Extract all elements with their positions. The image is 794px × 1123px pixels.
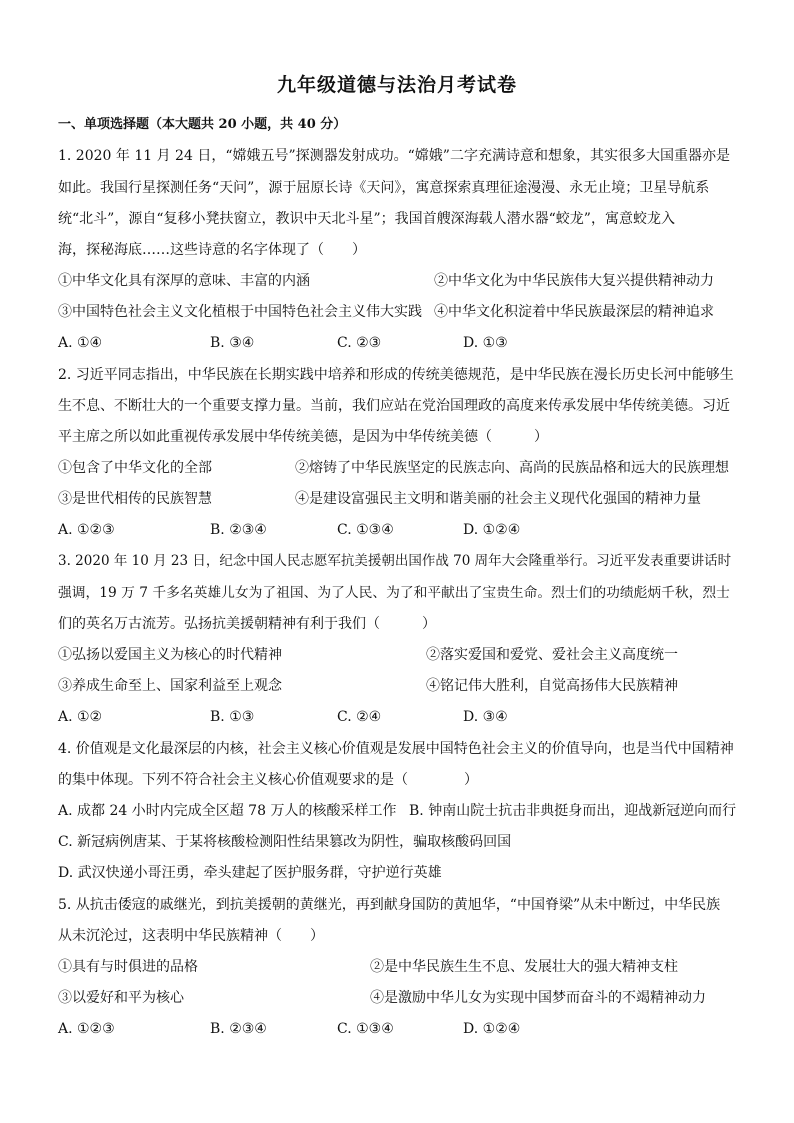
q4-line-1: 4. 价值观是文化最深层的内核，社会主义核心价值观是发展中国特色社会主义的价值导向，也是当代中国精神 [58, 741, 734, 757]
q4-choice-b: B. 钟南山院士抗击非典挺身而出，迎战新冠逆向而行 [409, 803, 737, 819]
q1-statement-2: ②中华文化为中华民族伟大复兴提供精神动力 [434, 273, 714, 289]
q2-statement-2: ②熔铸了中华民族坚定的民族志向、高尚的民族品格和远大的民族理想 [295, 460, 729, 476]
q3-choice-b: B. ①③ [210, 709, 255, 725]
q1-statement-3: ③中国特色社会主义文化植根于中国特色社会主义伟大实践 [58, 304, 422, 320]
q4-choice-c: C. 新冠病例唐某、于某将核酸检测阳性结果篡改为阴性，骗取核酸码回国 [58, 834, 512, 850]
q3-statement-1: ①弘扬以爱国主义为核心的时代精神 [58, 647, 282, 663]
q5-statement-1: ①具有与时俱进的品格 [58, 959, 198, 975]
q3-statement-3: ③养成生命至上、国家利益至上观念 [58, 678, 282, 694]
q2-line-3: 平主席之所以如此重视传承发展中华传统美德，是因为中华传统美德（ ） [58, 429, 548, 445]
q3-choice-c: C. ②④ [337, 709, 382, 725]
q5-line-2: 从未沉沦过，这表明中华民族精神（ ） [58, 928, 324, 944]
q5-choice-d: D. ①②④ [463, 1021, 521, 1037]
q4-choice-d: D. 武汉快递小哥汪勇，牵头建起了医护服务群，守护逆行英雄 [58, 865, 442, 881]
q2-choice-a: A. ①②③ [58, 522, 115, 538]
q3-line-1: 3. 2020 年 10 月 23 日，纪念中国人民志愿军抗美援朝出国作战 70 周年大会隆重举行。习近平发表重要讲话时 [58, 553, 732, 569]
q2-line-1: 2. 习近平同志指出，中华民族在长期实践中培养和形成的传统美德规范，是中华民族在漫长历史长河中能够生 [58, 367, 734, 383]
q1-line-2: 如此。我国行星探测任务“天问”，源于屈原长诗《天问》，寓意探索真理征途漫漫、永无止境；卫星导航系 [58, 180, 710, 196]
q2-choice-b: B. ②③④ [210, 522, 267, 538]
q3-choice-a: A. ①② [58, 709, 103, 725]
q1-line-1: 1. 2020 年 11 月 24 日，“嫦娥五号”探测器发射成功。“嫦娥”二字充满诗意和想象，其实很多大国重器亦是 [58, 148, 730, 164]
q2-choice-d: D. ①②④ [463, 522, 521, 538]
q5-choice-c: C. ①③④ [337, 1021, 394, 1037]
q1-choice-b: B. ③④ [210, 335, 255, 351]
q5-statement-4: ④是激励中华儿女为实现中国梦而奋斗的不竭精神动力 [370, 990, 706, 1006]
section-heading: 一、单项选择题（本大题共 20 小题，共 40 分） [58, 117, 347, 132]
q2-statement-4: ④是建设富强民主文明和谐美丽的社会主义现代化强国的精神力量 [295, 491, 701, 507]
q1-choice-d: D. ①③ [463, 335, 508, 351]
q4-line-2: 的集中体现。下列不符合社会主义核心价值观要求的是（ ） [58, 772, 478, 788]
exam-title: 九年级道德与法治月考试卷 [276, 74, 517, 96]
q5-statement-2: ②是中华民族生生不息、发展壮大的强大精神支柱 [370, 959, 678, 975]
q1-line-3: 统“北斗”，源自“复移小凳扶窗立，教识中天北斗星”；我国首艘深海载人潜水器“蛟龙”，寓意蛟龙入 [58, 211, 675, 227]
q2-choice-c: C. ①③④ [337, 522, 394, 538]
q4-choice-a: A. 成都 24 小时内完成全区超 78 万人的核酸采样工作 [58, 803, 397, 819]
q1-statement-4: ④中华文化积淀着中华民族最深层的精神追求 [434, 304, 714, 320]
q3-line-2: 强调，19 万 7 千多名英雄儿女为了祖国、为了人民、为了和平献出了宝贵生命。烈士们的功绩彪炳千秋，烈士 [58, 585, 730, 601]
q3-choice-d: D. ③④ [463, 709, 508, 725]
q5-statement-3: ③以爱好和平为核心 [58, 990, 184, 1006]
q2-line-2: 生不息、不断壮大的一个重要支撑力量。当前，我们应站在党治国理政的高度来传承发展中华传统美德。习近 [58, 398, 730, 414]
q5-line-1: 5. 从抗击倭寇的戚继光，到抗美援朝的黄继光，再到献身国防的黄旭华，“中国脊梁”从未中断过，中华民族 [58, 897, 721, 913]
q5-choice-b: B. ②③④ [210, 1021, 267, 1037]
q3-statement-2: ②落实爱国和爱党、爱社会主义高度统一 [426, 647, 678, 663]
q1-line-4: 海，探秘海底……这些诗意的名字体现了（ ） [58, 242, 366, 258]
q3-statement-4: ④铭记伟大胜利，自觉高扬伟大民族精神 [426, 678, 678, 694]
q1-statement-1: ①中华文化具有深厚的意味、丰富的内涵 [58, 273, 310, 289]
q2-statement-3: ③是世代相传的民族智慧 [58, 491, 212, 507]
q2-statement-1: ①包含了中华文化的全部 [58, 460, 212, 476]
q3-line-3: 们的英名万古流芳。弘扬抗美援朝精神有利于我们（ ） [58, 616, 436, 632]
q1-choice-a: A. ①④ [58, 335, 103, 351]
q1-choice-c: C. ②③ [337, 335, 382, 351]
q5-choice-a: A. ①②③ [58, 1021, 115, 1037]
